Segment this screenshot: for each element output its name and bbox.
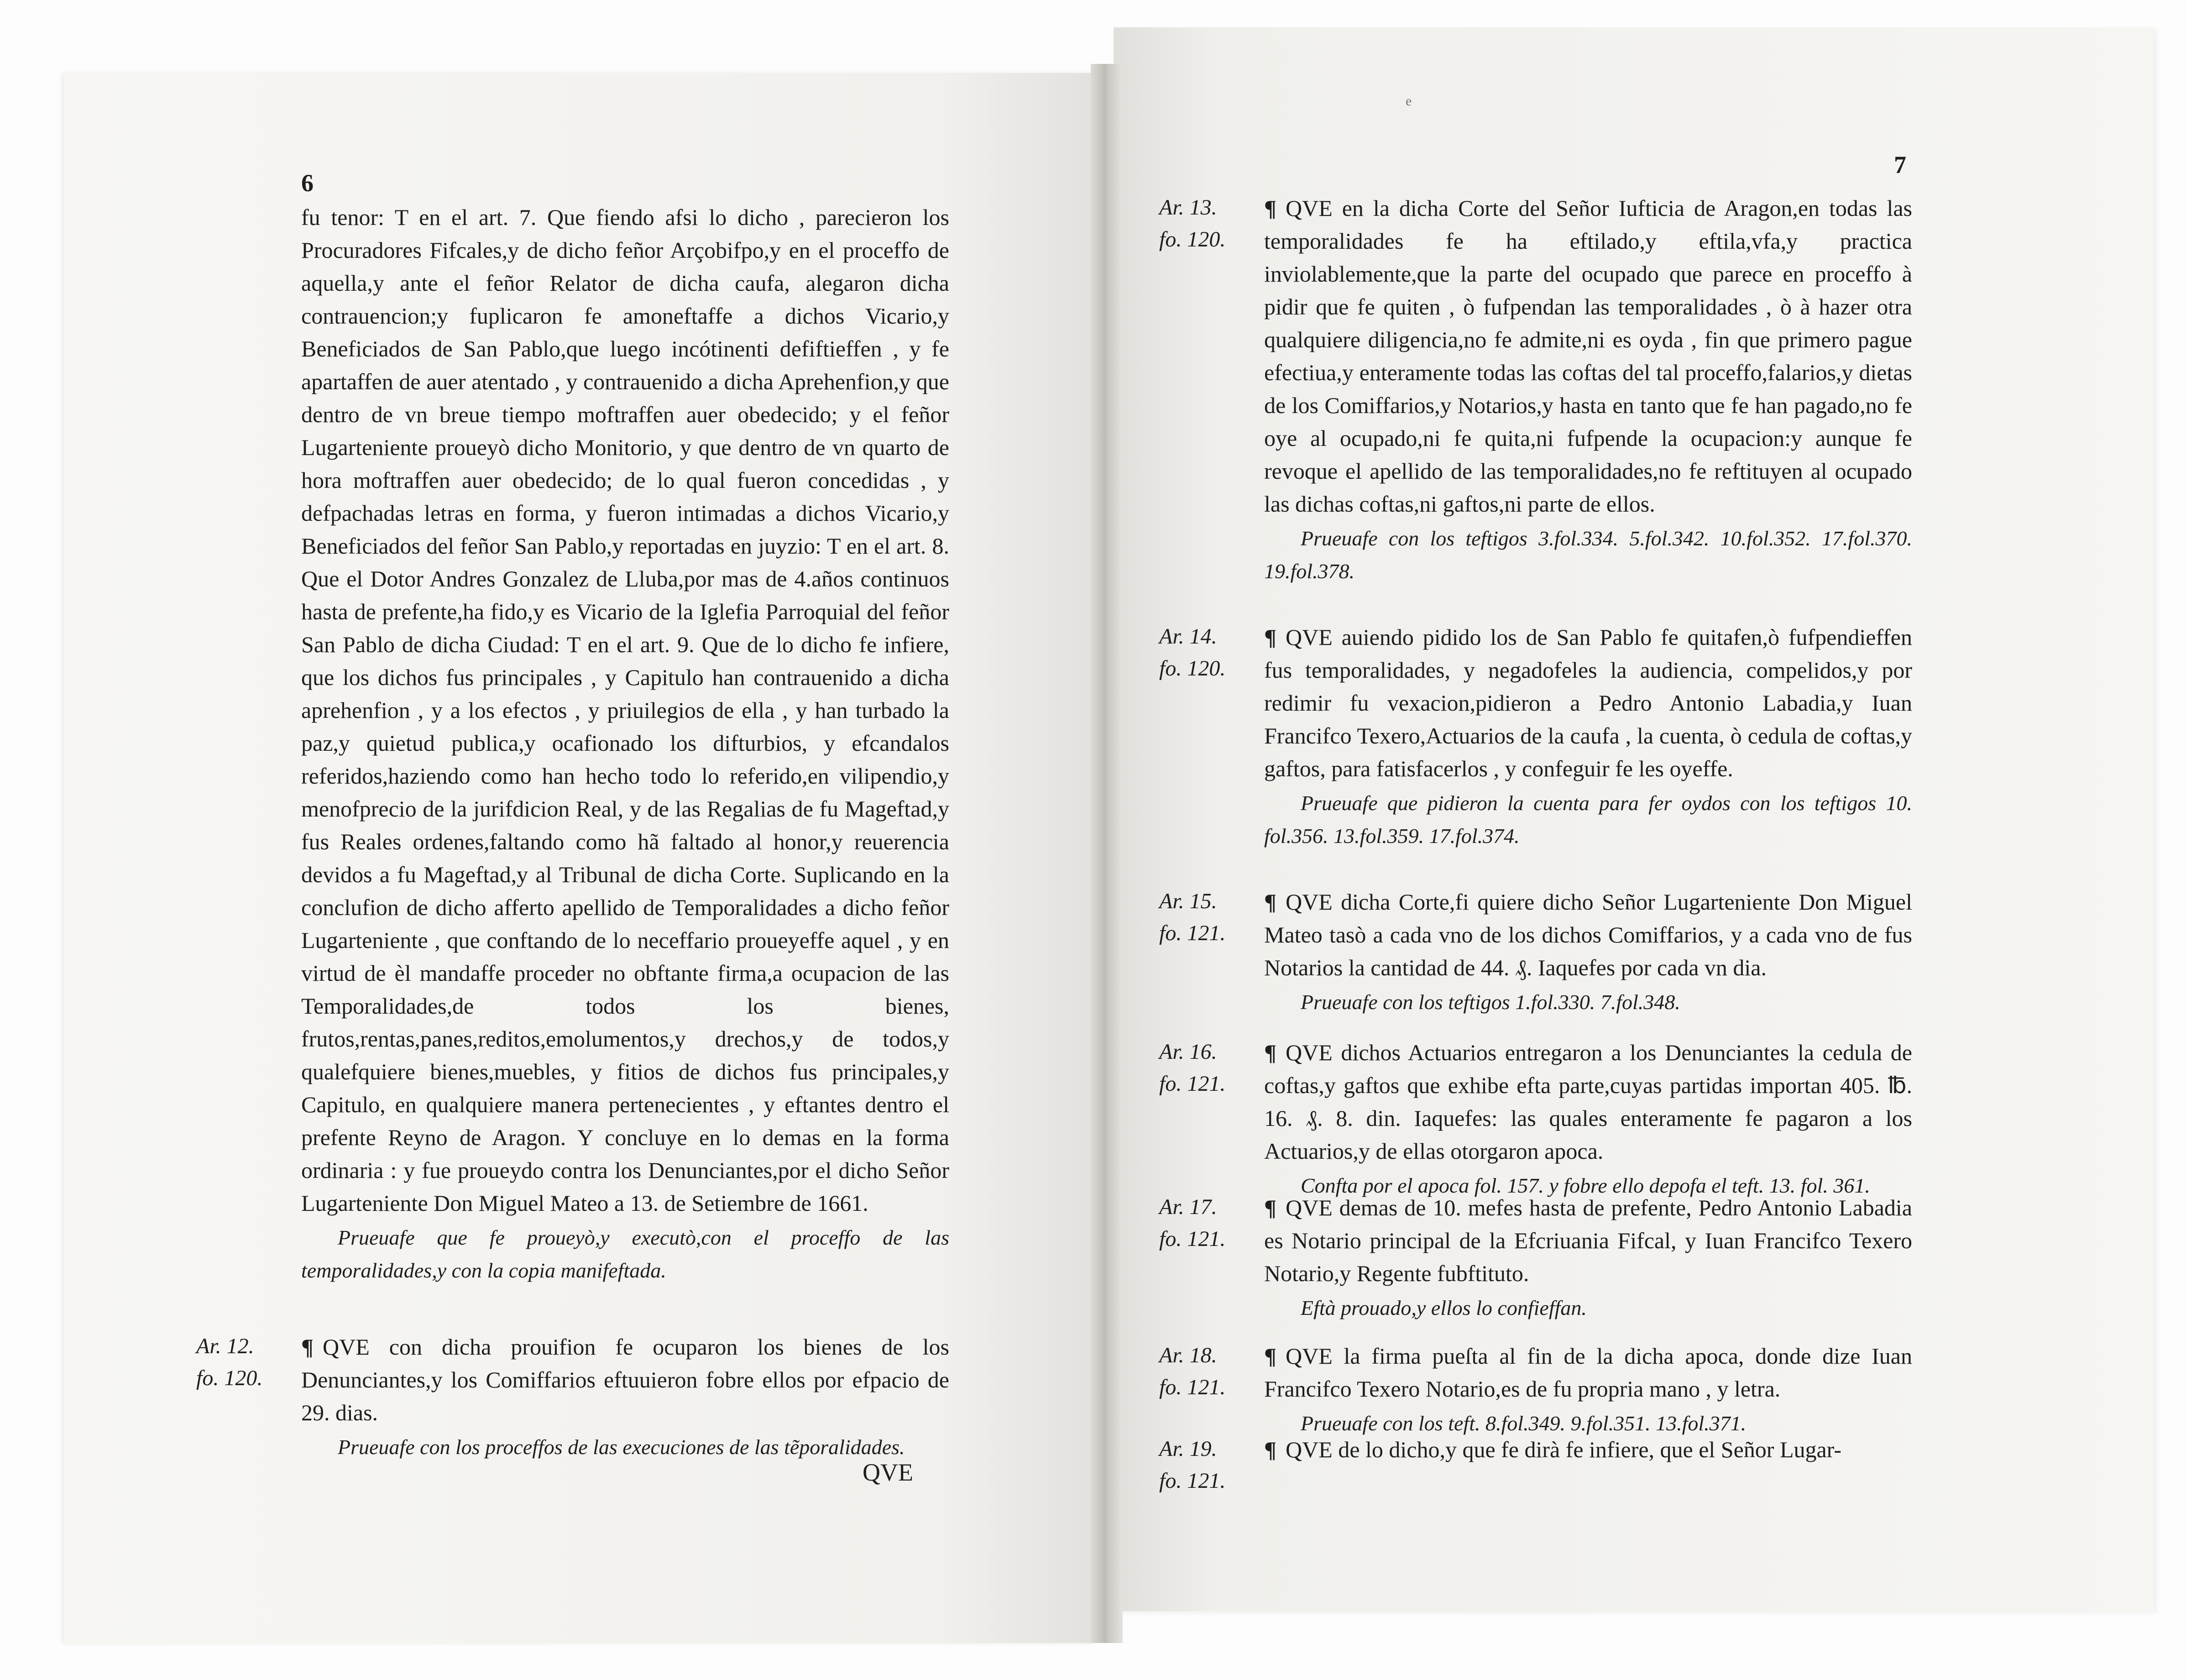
- pilcrow-mark: ¶: [1264, 1040, 1277, 1065]
- article-text: QVE dichos Actuarios entregaron a los Denunciantes la cedula de coftas,y gaftos que exhibe efta parte,cuyas partidas importan 405. ℔. 16. ₰. 8. din. Iaquefes: las quales enteramente fe pagaron a los Actuarios,y de ellas otorgaron apoca.: [1264, 1040, 1912, 1164]
- article-block-19: [1264, 1433, 1912, 1466]
- article-text: QVE auiendo pidido los de San Pablo fe quitafen,ò fufpendieffen fus temporalidades, y negadofeles la audiencia, compelidos,y por redimir fu vexacion,pidieron a Pedro Antonio Labadia,y Iuan Francifco Texero,Actuarios de la caufa , la cuenta, ò cedula de coftas,y gaftos, para fatisfacerlos , y confeguir fe les oyeffe.: [1264, 624, 1912, 781]
- article-12-text: QVE con dicha prouifion fe ocuparon los bienes de los Denunciantes,y los Comiffarios eftuuieron fobre ellos por efpacio de 29. dias.: [301, 1334, 949, 1425]
- right-margin-article-16: [1159, 1036, 1225, 1100]
- margin-article-label: Ar. 16.: [1159, 1040, 1217, 1064]
- margin-folio-label: fo. 120.: [1159, 227, 1226, 251]
- margin-folio-label: fo. 121.: [1159, 921, 1226, 945]
- margin-article-label: Ar. 18.: [1159, 1343, 1217, 1367]
- margin-folio-label: fo. 121.: [1159, 1469, 1226, 1493]
- left-page-number: 6: [301, 169, 314, 197]
- article-text: QVE en la dicha Corte del Señor Iufticia de Aragon,en todas las temporalidades fe ha eftilado,y eftila,vfa,y practica inviolablemente,que la parte del ocupado que parece en proceffo à pidir que fe quiten , ò fufpendan las temporalidades , ò à hazer otra qualquiere diligencia,no fe admite,ni es oyda , fin que primero pague efectiua,y enteramente todas las coftas del tal proceffo,falarios,y dietas de los Comiffarios,y Notarios,y hasta en tanto que fe han pagado,no fe oye al ocupado,ni fe quita,ni fufpende la ocupacion:y aunque fe revoque el apellido de las temporalidades,no fe reftituyen al ocupado las dichas coftas,ni gaftos,ni parte de ellos.: [1264, 195, 1912, 517]
- right-margin-article-15: [1159, 885, 1225, 949]
- margin-article-label: Ar. 19.: [1159, 1437, 1217, 1461]
- article-proof: Eftà prouado,y ellos lo confieffan.: [1301, 1296, 1587, 1319]
- article-proof: Prueuafe que pidieron la cuenta para fer oydos con los teftigos 10. fol.356. 13.fol.359. 17.fol.374.: [1264, 791, 1912, 848]
- left-body-text: fu tenor: T en el art. 7. Que fiendo afsi lo dicho , parecieron los Procuradores Fifcales,y de dicho feñor Arçobifpo,y en el proceffo de aquella,y ante el feñor Relator de dicha caufa, alegaron dicha contrauencion;y fuplicaron fe amoneftaffe a dichos Vicario,y Beneficiados de San Pablo,que luego incótinenti defiftieffen , y fe apartaffen de auer atentado , y contrauenido a dicha Aprehenfion,y que dentro de vn breue tiempo moftraffen auer obedecido; y el feñor Lugarteniente proueyò dicho Monitorio, y que dentro de vn quarto de hora moftraffen auer obedecido; de lo qual fueron concedidas , y defpachadas letras en forma, y fueron intimadas a dichos Vicario,y Beneficiados del feñor San Pablo,y reportadas en juyzio: T en el art. 8. Que el Dotor Andres Gonzalez de Lluba,por mas de 4.años continuos hasta de prefente,ha fido,y es Vicario de la Iglefia Parroquial del feñor San Pablo de dicha Ciudad: T en el art. 9. Que de lo dicho fe infiere, que los dichos fus principales , y Capitulo han contrauenido a dicha aprehenfion , y a los efectos , y priuilegios de ella , y han turbado la paz,y quietud publica,y ocafionado los difturbios, y efcandalos referidos,haziendo como han hecho todo lo referido,en vilipendio,y menofprecio de la jurifdicion Real, y de las Regalias de fu Mageftad,y fus Reales ordenes,faltando como hã faltado al honor,y reuerencia devidos a fu Mageftad,y al Tribunal de dicha Corte. Suplicando en la conclufion de dicho afferto apellido de Temporalidades a dicho feñor Lugarteniente , que conftando de lo neceffario proueyeffe aquel , y en virtud de èl mandaffe proceder no obftante firma,a ocupacion de las Temporalidades,de todos los bienes, frutos,rentas,panes,reditos,emolumentos,y drechos,y de todos,y qualefquiere bienes,muebles, y fitios de dichos fus principales,y Capitulo, en qualquiere manera pertenecientes , y eftantes dentro el prefente Reyno de Aragon. Y concluye en lo demas en la forma ordinaria : y fue proueydo contra los Denunciantes,por el dicho Señor Lugarteniente Don Miguel Mateo a 13. de Setiembre de 1661.: [301, 204, 949, 1216]
- article-block-18: [1264, 1340, 1912, 1443]
- article-block-14: [1264, 621, 1912, 855]
- right-margin-article-17: [1159, 1191, 1225, 1255]
- right-margin-article-14: [1159, 621, 1225, 685]
- right-margin-article-18: [1159, 1340, 1225, 1403]
- right-page-number: 7: [1894, 151, 1906, 178]
- margin-article-label: Ar. 15.: [1159, 889, 1217, 913]
- pilcrow-mark: ¶: [1264, 1195, 1277, 1220]
- left-body-block: [301, 201, 949, 1290]
- right-margin-article-19: [1159, 1433, 1225, 1497]
- margin-article-label: Ar. 14.: [1159, 624, 1217, 649]
- margin-folio-label: fo. 120.: [1159, 656, 1226, 680]
- article-text: QVE de lo dicho,y que fe dirà fe infiere, que el Señor Lugar-: [1286, 1437, 1841, 1462]
- margin-folio-label: fo. 121.: [1159, 1227, 1226, 1251]
- article-proof: Prueuafe con los teftigos 1.fol.330. 7.fol.348.: [1301, 990, 1680, 1014]
- article-block-16: [1264, 1036, 1912, 1205]
- margin-folio-label: fo. 121.: [1159, 1375, 1226, 1399]
- pilcrow-mark: ¶: [1264, 1437, 1277, 1462]
- left-margin-article-12: [196, 1330, 262, 1394]
- article-text: QVE la firma pueſta al fin de la dicha apoca, donde dize Iuan Francifco Texero Notario,es de fu propria mano , y letra.: [1264, 1343, 1912, 1402]
- book-gutter: [1091, 64, 1123, 1643]
- pilcrow-mark: ¶: [1264, 1343, 1277, 1369]
- left-article-12-block: [301, 1330, 949, 1466]
- margin-article-label: Ar. 17.: [1159, 1195, 1217, 1219]
- pilcrow-mark: ¶: [1264, 624, 1277, 650]
- article-block-17: [1264, 1191, 1912, 1327]
- pilcrow-mark: ¶: [301, 1334, 314, 1360]
- margin-article-label: Ar. 13.: [1159, 195, 1217, 220]
- article-block-15: [1264, 885, 1912, 1021]
- pilcrow-mark: ¶: [1264, 889, 1277, 915]
- stray-ink-mark: e: [1406, 94, 1412, 109]
- article-proof: Confta por el apoca fol. 157. y fobre ello depofa el teft. 13. fol. 361.: [1301, 1174, 1870, 1197]
- margin-folio-label: fo. 120.: [196, 1366, 263, 1390]
- left-proof-1: Prueuafe que fe proueyò,y executò,con el proceffo de las temporalidades,y con la copia manifeftada.: [301, 1226, 949, 1282]
- pilcrow-mark: ¶: [1264, 195, 1277, 221]
- article-block-13: [1264, 192, 1912, 591]
- article-text: QVE demas de 10. mefes hasta de prefente, Pedro Antonio Labadia es Notario principal de la Efcriuania Fifcal, y Iuan Francifco Texero Notario,y Regente fubftituto.: [1264, 1195, 1912, 1286]
- article-proof: Prueuafe con los teftigos 3.fol.334. 5.fol.342. 10.fol.352. 17.fol.370. 19.fol.378.: [1264, 527, 1912, 583]
- article-text: QVE dicha Corte,fi quiere dicho Señor Lugarteniente Don Miguel Mateo tasò a cada vno de los dichos Comiffarios, y a cada vno de fus Notarios la cantidad de 44. ₰. Iaquefes por cada vn dia.: [1264, 889, 1912, 980]
- left-proof-2: Prueuafe con los proceffos de las execuciones de las tẽporalidades.: [338, 1435, 905, 1459]
- margin-folio-label: fo. 121.: [1159, 1072, 1226, 1096]
- article-proof: Prueuafe con los teft. 8.fol.349. 9.fol.351. 13.fol.371.: [1301, 1412, 1747, 1435]
- right-margin-article-13: [1159, 192, 1225, 256]
- catchword: QVE: [863, 1459, 913, 1486]
- margin-article-label: Ar. 12.: [196, 1334, 254, 1358]
